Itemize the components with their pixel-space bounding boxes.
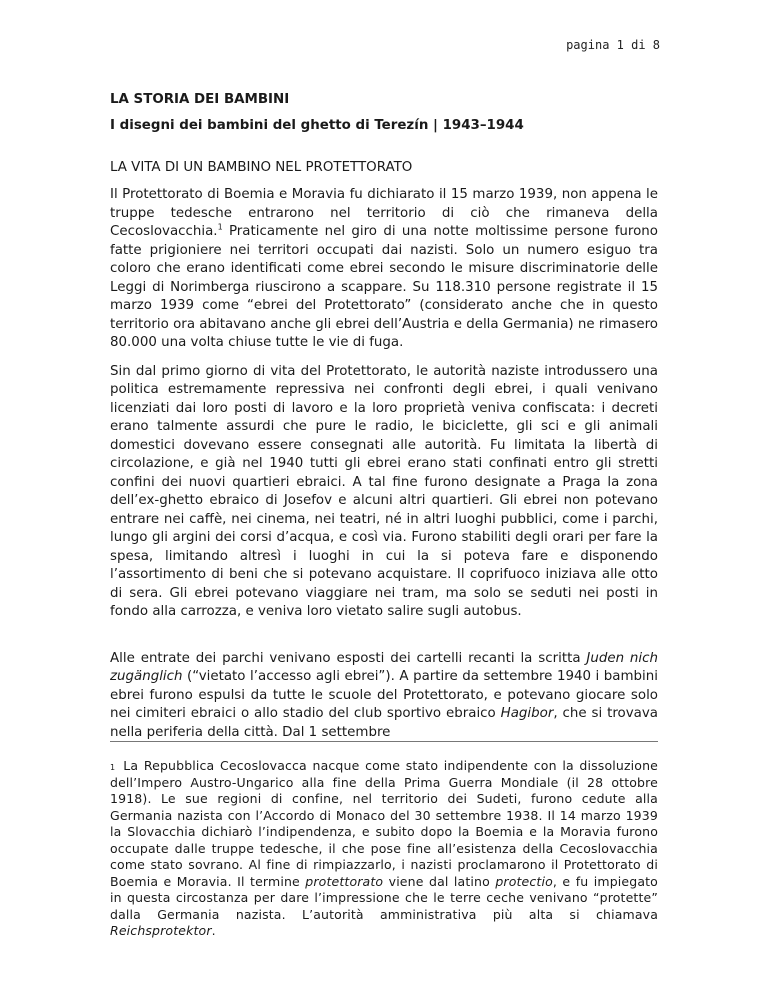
paragraph-1-text-b: Praticamente nel giro di una notte moltissime persone furono fatte prigioniere nei territori occupati dai nazisti. Solo un numero esiguo tra coloro che erano identificati come ebrei secondo le misure discriminatorie delle Leggi di Norimberga riuscirono a scappare. Su 118.310 persone registrate il 15 marzo 1939 come “ebrei del Protettorato” (considerato anche che in questo territorio ora abitavano anche gli ebrei dell’Austria e della Germania) ne rimasero 80.000 una volta chiuse tutte le vie di fuga. — [110, 224, 658, 350]
footnote-text-b: viene dal latino — [383, 873, 496, 889]
footnote-text-c: , e fu impiegato in questa circostanza per dare l’impressione che le terre ceche venivano “protette” dalla Germania nazista. L’autorità amministrativa più alta si chiamava — [110, 873, 658, 922]
paragraph-1 — [110, 186, 658, 353]
paragraph-2: Sin dal primo giorno di vita del Protettorato, le autorità naziste introdussero una politica estremamente repressiva nei confronti degli ebrei, i quali venivano licenziati dai loro posti di lavoro e la loro proprietà veniva confiscata: i decreti erano talmente assurdi che pure le radio, le biciclette, gli sci e gli animali domestici dovevano essere consegnati alle autorità. Fu limitata la libertà di circolazione, e già nel 1940 tutti gli ebrei erano stati confinati entro gli stretti confini dei nuovi quartieri ebraici. A tal fine furono designate a Praga la zona dell’ex-ghetto ebraico di Josefov e alcuni altri quartieri. Gli ebrei non potevano entrare nei caffè, nei cinema, nei teatri, né in altri luoghi pubblici, come i parchi, lungo gli argini dei corsi d’acqua, e così via. Furono stabiliti degli orari per fare la spesa, limitando altresì i luoghi in cui la si poteva fare e disponendo l’assortimento di beni che si potevano acquistare. Il coprifuoco iniziava alle otto di sera. Gli ebrei potevano viaggiare nei tram, ma solo se seduti nei posti in fondo alla carrozza, e veniva loro vietato salire sugli autobus. — [110, 363, 658, 619]
footnote-1 — [110, 758, 658, 940]
footnote-italic-2: protectio — [495, 873, 553, 889]
main-content — [110, 92, 658, 752]
document-title: LA STORIA DEI BAMBINI — [110, 92, 290, 107]
footnote-text-d: . — [211, 923, 216, 938]
section-title: LA VITA DI UN BAMBINO NEL PROTETTORATO — [110, 160, 413, 175]
paragraph-3-italic-1: Juden nich zugänglich — [110, 650, 658, 684]
footnote-italic-3: Reichsprotektor — [110, 923, 212, 938]
paragraph-3-text-a: Alle entrate dei parchi venivano esposti dei cartelli recanti la scritta — [110, 650, 587, 666]
footnote-reference[interactable]: 1 — [217, 222, 223, 232]
footnote-text-a: La Repubblica Cecoslovacca nacque come stato indipendente con la dissoluzione dell’Impero Austro-Ungarico alla fine della Prima Guerra Mondiale (il 28 ottobre 1918). Le sue regioni di confine, nel territorio dei Sudeti, furono cedute alla Germania nazista con l’Accordo di Monaco del 30 settembre 1938. Il 14 marzo 1939 la Slovacchia dichiarò l’indipendenza, e subito dopo la Boemia e la Moravia furono occupate dalle truppe tedesche, il che pose fine all’esistenza della Cecoslovacchia come stato sovrano. Al fine di rimpiazzarlo, i nazisti proclamarono il Protettorato di Boemia e Moravia. Il termine — [110, 758, 658, 889]
paragraph-3-text-b: (“vietato l’accesso agli ebrei”). A partire da settembre 1940 i bambini ebrei furono espulsi da tutte le scuole del Protettorato, e potevano giocare solo nei cimiteri ebraici o allo stadio del club sportivo ebraico — [110, 669, 658, 721]
footnote-separator — [110, 741, 658, 742]
paragraph-3-text-c: , che si trovava nella periferia della città. Dal 1 settembre — [110, 706, 658, 740]
paragraph-3 — [110, 650, 658, 743]
page-number: pagina 1 di 8 — [566, 38, 660, 52]
document-subtitle: I disegni dei bambini del ghetto di Terezín | 1943–1944 — [110, 118, 524, 133]
footnote-italic-1: protettorato — [305, 873, 384, 889]
paragraph-3-italic-2: Hagibor — [500, 706, 554, 721]
footnote-mark: 1 — [110, 763, 116, 772]
paragraph-1-text-a: Il Protettorato di Boemia e Moravia fu dichiarato il 15 marzo 1939, non appena le truppe tedesche entrarono nel territorio di ciò che rimaneva della Cecoslovacchia. — [110, 187, 658, 239]
